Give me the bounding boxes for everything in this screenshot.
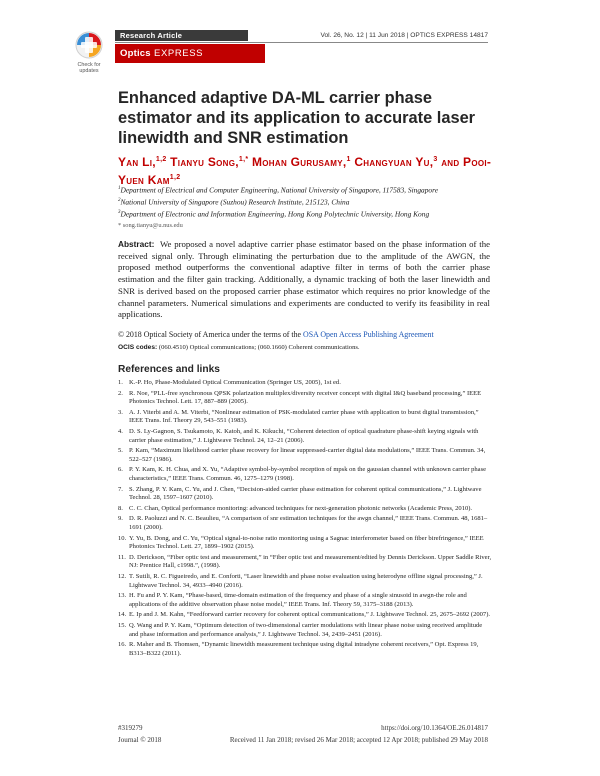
reference-item — [118, 486, 492, 503]
reference-item — [118, 428, 492, 445]
affiliation: $^3$Department of Electronic and Information Engineering, Hong Kong Polytechnic University, Hong Kong — [118, 209, 430, 219]
open-access-link[interactable]: OSA Open Access Publishing Agreement — [303, 330, 434, 339]
reference-item — [118, 447, 492, 464]
journal-prefix: Optics — [120, 48, 151, 59]
reference-text: C. C. Chan, Optical performance monitoring: advanced techniques for next-generation photonic networks (Academic Press, 2010). — [129, 504, 473, 512]
reference-item — [118, 379, 492, 388]
reference-number: 3. — [118, 408, 123, 416]
reference-text: A. J. Viterbi and A. M. Viterbi, “Nonlinear estimation of PSK-modulated carrier phase with application to burst digital transmission,” IEEE Trans. Inf. Theory 29, 543–551 (1983). — [129, 408, 479, 425]
reference-item — [118, 611, 492, 620]
reference-text: K.-P. Ho, Phase-Modulated Optical Communication (Springer US, 2005), 1st ed. — [129, 379, 341, 386]
reference-number: 13. — [118, 592, 127, 600]
reference-item — [118, 573, 492, 590]
reference-text: P. Kam, “Maximum likelihood carrier phase recovery for linear suppressed-carrier digital data modulations,” IEEE Trans. Commun. 34, 522–527 (1986). — [129, 447, 486, 463]
reference-number: 5. — [118, 447, 123, 455]
crossmark-icon[interactable] — [72, 29, 106, 61]
reference-text: R. Maher and B. Thomsen, “Dynamic linewidth measurement technique using digital intradyne coherent receivers,” Opt. Express 19, B313–B322 (2011). — [129, 641, 479, 657]
reference-number: 14. — [118, 611, 127, 619]
doi-link[interactable]: https://doi.org/10.1364/OE.26.014817 — [381, 724, 488, 732]
reference-number: 7. — [118, 485, 123, 493]
ocis-codes: OCIS codes: (060.4510) Optical communications; (060.1660) Coherent communications. — [118, 344, 360, 351]
journal-suffix: EXPRESS — [154, 48, 204, 59]
reference-number: 8. — [118, 504, 123, 512]
abstract-text: We proposed a novel adaptive carrier phase estimator based on the phase information of the received signal only. Through eliminating the perturbation due to the amplitude of the AWGN, the proposed method outperforms the conventional adaptive filter in terms of both the carrier phase estimation and the filter gain tracking. Additionally, a dynamic tracking of both the laser linewidth and SNR is derived based on the proposed carrier phase estimator which requires no prior knowledge of the channel parameters. Numerical simulations and experiments are conducted to verify its feasibility in real applications. — [118, 239, 490, 320]
reference-item — [118, 535, 492, 552]
reference-item — [118, 515, 492, 532]
reference-item — [118, 554, 492, 571]
reference-text: H. Fu and P. Y. Kam, “Phase-based, time-domain estimation of the frequency and phase of a single sinusoid in awgn-the role and applications of the additive observation phase noise model,” IEEE Trans. Inf. Theory 59, 3175–3188 (2013). — [129, 592, 467, 608]
reference-text: E. Ip and J. M. Kahn, “Feedforward carrier recovery for coherent optical communications,” J. Lightwave Technol. 25, 2675–2692 (2007). — [129, 611, 491, 619]
reference-number: 6. — [118, 466, 123, 474]
reference-number: 11. — [118, 553, 126, 561]
reference-item — [118, 592, 492, 609]
article-id: #319279 — [118, 724, 143, 732]
author: Mohan Gurusamy, — [248, 155, 347, 169]
ocis-label: OCIS codes: — [118, 344, 158, 351]
abstract-label: Abstract: — [118, 239, 155, 249]
reference-item — [118, 505, 492, 514]
abstract — [118, 239, 490, 321]
copyright-notice: © 2018 Optical Society of America under the terms of the OSA Open Access Publishing Agreement — [118, 330, 434, 339]
author: and Pooi-Yuen Kam — [118, 155, 492, 187]
author-list: Yan Li,$^{1,2}$ Tianyu Song,$^{1,*}$ Mohan Gurusamy,$^1$ Changyuan Yu,$^3$ and Pooi-Yuen Kam$^{1,2}$ — [118, 155, 492, 187]
research-article-label: Research Article — [120, 31, 183, 40]
reference-number: 16. — [118, 641, 127, 649]
reference-text: Q. Wang and P. Y. Kam, “Optimum detection of two-dimensional carrier modulations with linear phase noise using received amplitude and phase information and performance analysis,” J. Lightwave Technol. 34, 2439–2451 (2016). — [129, 621, 483, 638]
reference-text: D. R. Paoluzzi and N. C. Beaulieu, “A comparison of snr estimation techniques for the awgn channel,” IEEE Trans. Commun. 48, 1681–1691 (2000). — [129, 515, 488, 531]
affiliation: $^1$Department of Electrical and Computer Engineering, National University of Singapore, 117583, Singapore — [118, 185, 438, 195]
reference-item — [118, 622, 492, 639]
header-divider — [115, 42, 488, 43]
corresponding-email[interactable]: * song.tianyu@u.nus.edu — [118, 222, 183, 229]
reference-text: P. Y. Kam, K. H. Chua, and X. Yu, “Adaptive symbol-by-symbol reception of mpsk on the gaussian channel with unknown carrier phase characteristics,” IEEE Trans. Commun. 46, 1275–1279 (1998). — [129, 466, 487, 482]
reference-text: Y. Yu, B. Dong, and C. Yu, “Optical signal-to-noise ratio monitoring using a Sagnac interferometer based on fiber birefringence,” IEEE Photonics Technol. Lett. 27, 1899–1902 (2015). — [129, 534, 484, 551]
journal-copyright: Journal © 2018 — [118, 736, 162, 744]
reference-text: R. Noe, “PLL-free synchronous QPSK polarization multiplex/diversity receiver concept with digital I&Q baseband processing,” IEEE Photonics Technol. Lett. 17, 887–889 (2005). — [129, 389, 482, 406]
reference-number: 4. — [118, 428, 123, 436]
article-title: Enhanced adaptive DA-ML carrier phase estimator and its application to accurate laser linewidth and SNR estimation — [118, 89, 476, 147]
reference-text: S. Zhang, P. Y. Kam, C. Yu, and J. Chen, “Decision-aided carrier phase estimation for coherent optical communications,” J. Lightwave Technol. 28, 1597–1607 (2010). — [129, 485, 482, 502]
reference-item — [118, 390, 492, 407]
reference-item — [118, 466, 492, 483]
reference-text: D. Derickson, “Fiber optic test and measurement,” in “Fiber optic test and measurement/edited by Dennis Derickson. Upper Saddle River, NJ: Prentice Hall, c1998.”, (1998). — [129, 553, 492, 570]
author: Yan Li, — [118, 155, 156, 169]
author: Tianyu Song, — [166, 155, 239, 169]
reference-text: D. S. Ly-Gagnon, S. Tsukamoto, K. Katoh, and K. Kikuchi, “Coherent detection of optical quadrature phase-shift keying signals with carrier phase estimation,” J. Lightwave Technol. 24, 12–21 (2006). — [129, 428, 479, 444]
issue-info: Vol. 26, No. 12 | 11 Jun 2018 | OPTICS EXPRESS 14817 — [320, 32, 488, 39]
reference-number: 2. — [118, 389, 123, 397]
affiliation: $^2$National University of Singapore (Suzhou) Research Institute, 215123, China — [118, 197, 350, 207]
references-heading: References and links — [118, 364, 220, 375]
reference-number: 15. — [118, 621, 127, 629]
reference-item — [118, 409, 492, 426]
journal-logo — [120, 44, 203, 63]
reference-number: 12. — [118, 572, 127, 580]
crossmark-label: Check for updates — [77, 62, 101, 74]
reference-number: 9. — [118, 515, 123, 523]
reference-number: 1. — [118, 379, 123, 386]
reference-number: 10. — [118, 534, 127, 542]
publication-dates: Received 11 Jan 2018; revised 26 Mar 2018; accepted 12 Apr 2018; published 29 May 2018 — [229, 736, 488, 744]
reference-text: T. Sutili, R. C. Figueiredo, and E. Conforti, “Laser linewidth and phase noise evaluation using heterodyne offline signal processing,” J. Lightwave Technol. 34, 4933–4940 (2016). — [129, 572, 483, 589]
reference-item — [118, 641, 492, 658]
reference-list — [118, 379, 492, 660]
author: Changyuan Yu, — [350, 155, 434, 169]
